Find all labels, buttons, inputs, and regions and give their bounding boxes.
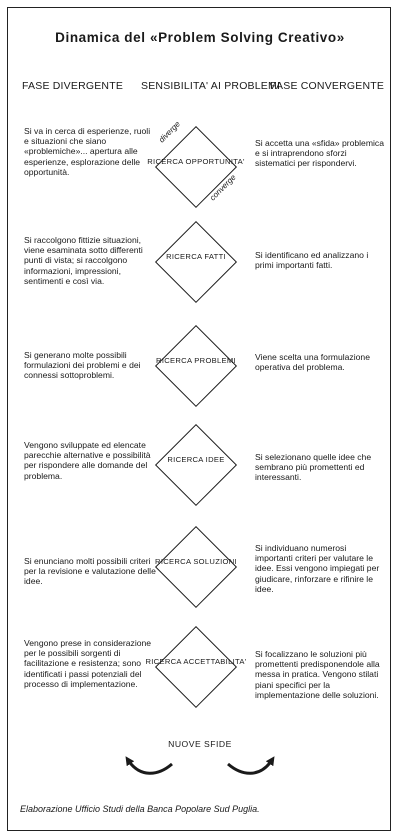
diamond-label-idee: RICERCA IDEE [167,455,225,464]
divergent-text-idee: Vengono sviluppate ed elencate parecchie alternative e possibilità per rispondere alle domande del problema. [24,440,151,481]
converge-label: converge [208,172,238,203]
convergent-text-soluzioni: Si individuano numerosi importanti criteri per valutare le idee. Essi vengono impiegati per giudicare, rinforzare e rifinire le idee. [255,543,380,594]
loop-arrows [0,740,400,800]
nuove-sfide-label: NUOVE SFIDE [168,739,232,749]
diamond-label-fatti: RICERCA FATTI [166,252,226,261]
left-return-arrow [128,760,172,773]
divergent-text-soluzioni: Si enunciano molti possibili criteri per la revisione e valutazione delle idee. [24,556,156,587]
diamond-label-opportunita: RICERCA OPPORTUNITA' [147,157,245,166]
convergent-text-accettabilita: Si focalizzano le soluzioni più promettenti predisponendole alla messa in pratica. Vengono stilati piani specifici per la implementazione delle soluzioni. [255,649,380,700]
convergent-text-idee: Si selezionano quelle idee che sembrano più promettenti ed interessanti. [255,452,372,483]
convergent-text-opportunita: Si accetta una «sfida» problemica e si intraprendono sforzi sistematici per rispondervi. [255,138,384,169]
header-sensitivity: SENSIBILITA' AI PROBLEMI [141,80,281,92]
divergent-text-accettabilita: Vengono prese in considerazione per le possibili sorgenti di facilitazione e resistenza; sono identificati i passi potenziali del processo di implementazione. [24,638,152,689]
header-convergent: FASE CONVERGENTE [270,80,385,92]
convergent-text-fatti: Si identificano ed analizzano i primi importanti fatti. [255,250,369,271]
diagram-title: Dinamica del «Problem Solving Creativo» [55,30,345,45]
diamond-label-soluzioni: RICERCA SOLUZIONI [155,557,237,566]
divergent-text-fatti: Si raccolgono fittizie situazioni, viene esaminata sotto differenti punti di vista; si raccolgono informazioni, impressioni, sentimenti e così via. [24,235,143,286]
diamond-label-problemi: RICERCA PROBLEMI [156,356,236,365]
convergent-text-problemi: Viene scelta una formulazione operativa del problema. [255,352,370,373]
divergent-text-opportunita: Si va in cerca di esperienze, ruoli e situazioni che siano «problemiche»... apertura alle esperienze, esplorazione delle opportunità. [24,126,151,177]
diverge-label: diverge [157,119,182,145]
footer-credit: Elaborazione Ufficio Studi della Banca Popolare Sud Puglia. [20,804,260,814]
header-divergent: FASE DIVERGENTE [22,80,124,92]
divergent-text-problemi: Si generano molte possibili formulazioni dei problemi e dei connessi sottoproblemi. [24,350,141,381]
diamond-label-accettabilita: RICERCA ACCETTABILITA' [145,657,247,666]
right-return-arrow [228,760,272,773]
